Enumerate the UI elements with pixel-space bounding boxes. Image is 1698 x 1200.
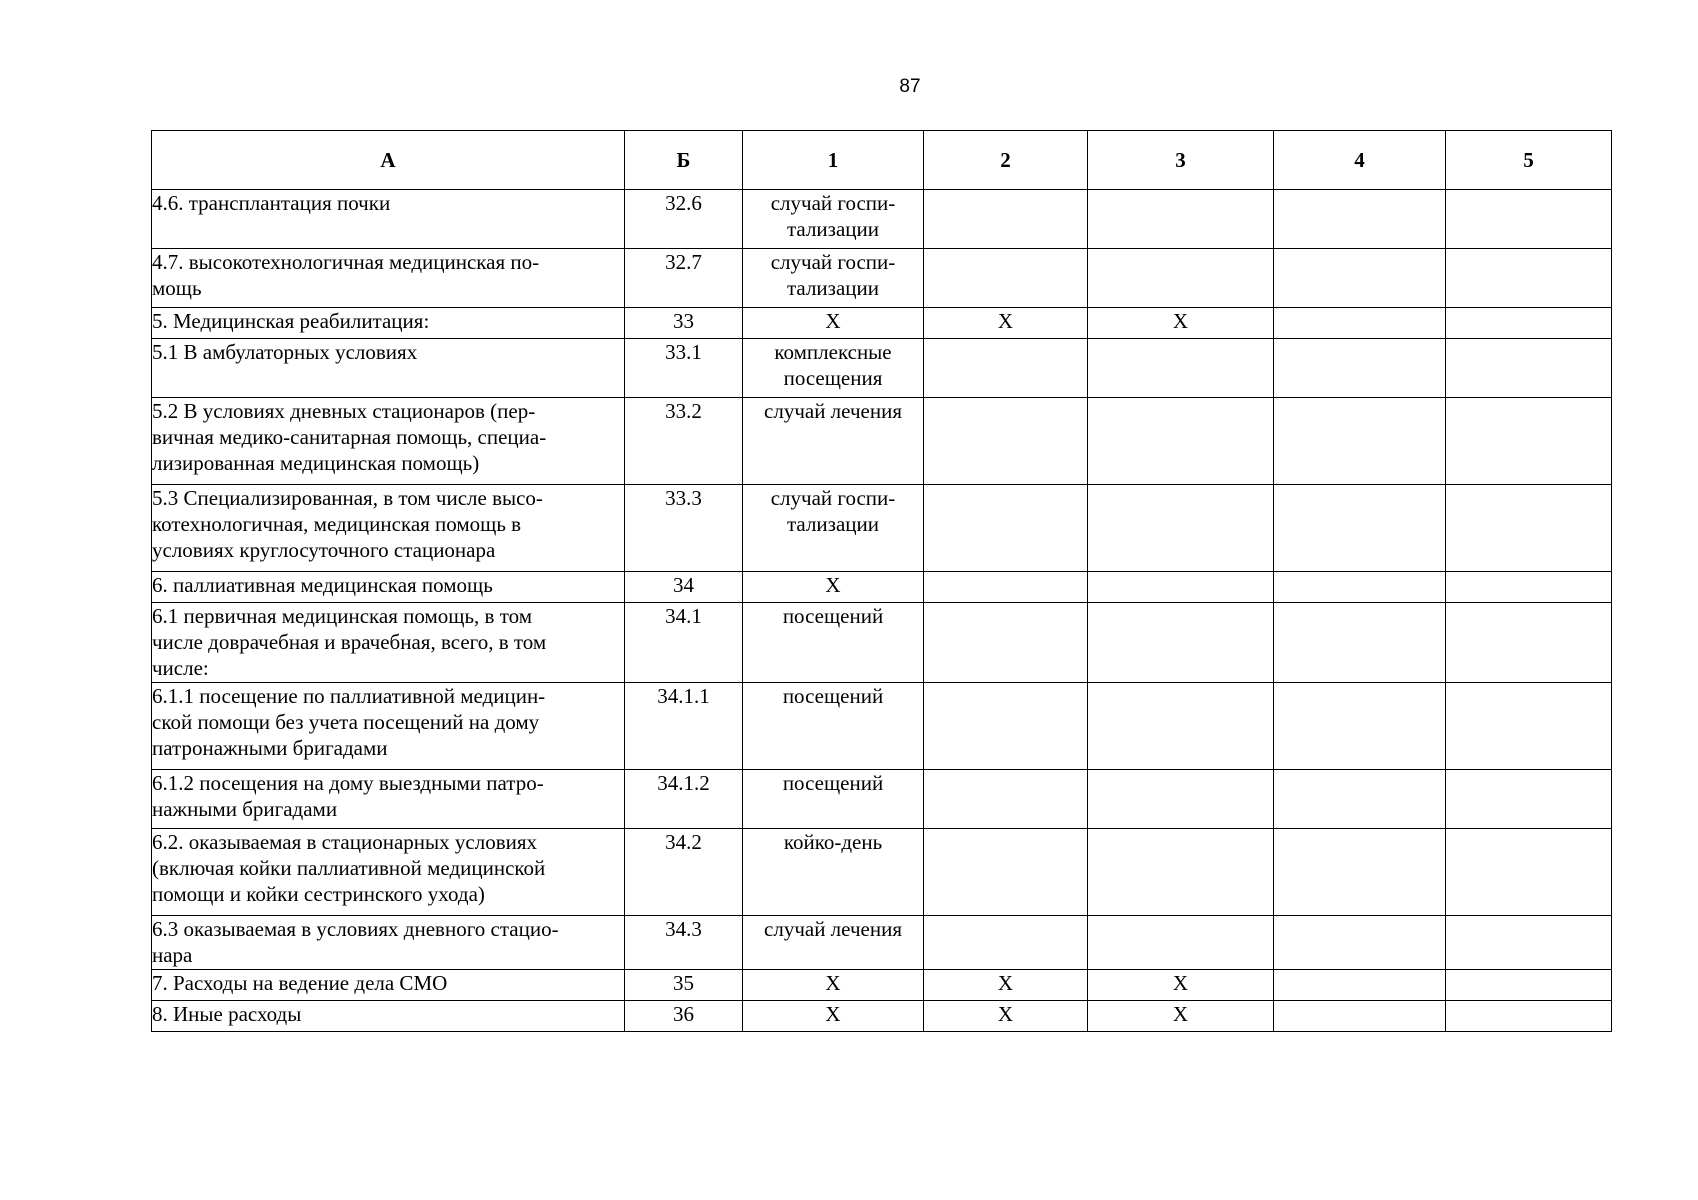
table-row [152, 308, 1612, 339]
cell-col-3 [1088, 398, 1274, 485]
cell-unit: посещений [743, 603, 924, 683]
cell-col-2 [924, 683, 1088, 770]
cell-row-code: 34.1 [625, 603, 743, 683]
cell-unit: случай госпи- тализации [743, 485, 924, 572]
header-cell-2: 2 [924, 131, 1088, 190]
header-cell-1: 1 [743, 131, 924, 190]
cell-col-4 [1274, 970, 1446, 1001]
cell-col-3 [1088, 916, 1274, 970]
cell-col-3: Х [1088, 970, 1274, 1001]
cell-col-4 [1274, 916, 1446, 970]
cell-col-4 [1274, 683, 1446, 770]
cell-col-2 [924, 398, 1088, 485]
cell-col-5 [1446, 485, 1612, 572]
cell-col-5 [1446, 308, 1612, 339]
cell-indicator: 6.3 оказываемая в условиях дневного стацио- нара [152, 916, 625, 970]
cell-unit: случай госпи- тализации [743, 249, 924, 308]
cell-indicator: 7. Расходы на ведение дела СМО [152, 970, 625, 1001]
cell-col-5 [1446, 829, 1612, 916]
cell-col-5 [1446, 603, 1612, 683]
cell-col-2 [924, 190, 1088, 249]
cell-col-2 [924, 603, 1088, 683]
cell-col-5 [1446, 572, 1612, 603]
cell-unit: койко-день [743, 829, 924, 916]
cell-unit: Х [743, 1001, 924, 1032]
cell-col-4 [1274, 572, 1446, 603]
cell-row-code: 35 [625, 970, 743, 1001]
cell-col-3 [1088, 339, 1274, 398]
cell-col-4 [1274, 829, 1446, 916]
header-cell-5: 5 [1446, 131, 1612, 190]
cell-col-2 [924, 770, 1088, 829]
cell-unit: случай госпи- тализации [743, 190, 924, 249]
cell-col-2 [924, 485, 1088, 572]
table-row [152, 339, 1612, 398]
cell-col-3 [1088, 829, 1274, 916]
cell-col-3 [1088, 249, 1274, 308]
table-row [152, 603, 1612, 683]
cell-col-4 [1274, 1001, 1446, 1032]
cell-unit: Х [743, 970, 924, 1001]
header-cell-a: А [152, 131, 625, 190]
table-row [152, 916, 1612, 970]
cell-col-2: Х [924, 308, 1088, 339]
header-cell-4: 4 [1274, 131, 1446, 190]
cell-indicator: 5.3 Специализированная, в том числе высо- котехнологичная, медицинская помощь в условиях круглосуточного стационара [152, 485, 625, 572]
cell-indicator: 4.7. высокотехнологичная медицинская по- мощь [152, 249, 625, 308]
table-row [152, 1001, 1612, 1032]
cell-col-4 [1274, 249, 1446, 308]
table-row [152, 485, 1612, 572]
cell-indicator: 6.1 первичная медицинская помощь, в том числе доврачебная и врачебная, всего, в том числе: [152, 603, 625, 683]
cell-col-4 [1274, 770, 1446, 829]
cell-row-code: 34.1.1 [625, 683, 743, 770]
table-body [152, 190, 1612, 1032]
cell-col-5 [1446, 1001, 1612, 1032]
cell-col-5 [1446, 916, 1612, 970]
cell-col-3: Х [1088, 308, 1274, 339]
cell-unit: комплексные посещения [743, 339, 924, 398]
cell-col-4 [1274, 339, 1446, 398]
cell-row-code: 33 [625, 308, 743, 339]
table-row [152, 572, 1612, 603]
page-number: 87 [899, 76, 921, 97]
cell-row-code: 33.3 [625, 485, 743, 572]
cell-row-code: 34 [625, 572, 743, 603]
cell-row-code: 33.1 [625, 339, 743, 398]
cell-col-2: Х [924, 1001, 1088, 1032]
header-row [152, 131, 1612, 190]
cell-col-4 [1274, 485, 1446, 572]
cell-indicator: 5. Медицинская реабилитация: [152, 308, 625, 339]
table-row [152, 398, 1612, 485]
table-row [152, 683, 1612, 770]
cell-col-4 [1274, 190, 1446, 249]
cell-indicator: 6. паллиативная медицинская помощь [152, 572, 625, 603]
cell-col-5 [1446, 770, 1612, 829]
cell-col-3 [1088, 485, 1274, 572]
cell-row-code: 34.2 [625, 829, 743, 916]
cell-indicator: 5.1 В амбулаторных условиях [152, 339, 625, 398]
cell-unit: посещений [743, 683, 924, 770]
cell-col-5 [1446, 190, 1612, 249]
cell-unit: случай лечения [743, 398, 924, 485]
cell-col-3 [1088, 683, 1274, 770]
table-row [152, 770, 1612, 829]
cell-col-5 [1446, 339, 1612, 398]
data-table [151, 130, 1612, 1032]
cell-row-code: 33.2 [625, 398, 743, 485]
cell-col-4 [1274, 398, 1446, 485]
cell-indicator: 6.1.2 посещения на дому выездными патро- нажными бригадами [152, 770, 625, 829]
cell-unit: случай лечения [743, 916, 924, 970]
cell-unit: Х [743, 308, 924, 339]
cell-unit: Х [743, 572, 924, 603]
cell-row-code: 34.1.2 [625, 770, 743, 829]
cell-row-code: 34.3 [625, 916, 743, 970]
cell-col-2 [924, 249, 1088, 308]
cell-row-code: 36 [625, 1001, 743, 1032]
cell-col-5 [1446, 970, 1612, 1001]
cell-row-code: 32.7 [625, 249, 743, 308]
cell-col-3 [1088, 603, 1274, 683]
cell-col-3: Х [1088, 1001, 1274, 1032]
cell-col-2 [924, 572, 1088, 603]
table-row [152, 970, 1612, 1001]
table-row [152, 829, 1612, 916]
cell-col-2 [924, 829, 1088, 916]
cell-col-2 [924, 339, 1088, 398]
cell-row-code: 32.6 [625, 190, 743, 249]
cell-col-2: Х [924, 970, 1088, 1001]
cell-indicator: 8. Иные расходы [152, 1001, 625, 1032]
cell-indicator: 6.2. оказываемая в стационарных условиях (включая койки паллиативной медицинской помощи и койки сестринского ухода) [152, 829, 625, 916]
cell-col-2 [924, 916, 1088, 970]
cell-col-3 [1088, 572, 1274, 603]
cell-col-3 [1088, 190, 1274, 249]
cell-indicator: 6.1.1 посещение по паллиативной медицин- ской помощи без учета посещений на дому патронажными бригадами [152, 683, 625, 770]
cell-col-5 [1446, 249, 1612, 308]
cell-col-5 [1446, 683, 1612, 770]
cell-col-3 [1088, 770, 1274, 829]
cell-col-5 [1446, 398, 1612, 485]
cell-col-4 [1274, 603, 1446, 683]
cell-unit: посещений [743, 770, 924, 829]
cell-col-4 [1274, 308, 1446, 339]
table-row [152, 190, 1612, 249]
table-row [152, 249, 1612, 308]
cell-indicator: 4.6. трансплантация почки [152, 190, 625, 249]
header-cell-3: 3 [1088, 131, 1274, 190]
cell-indicator: 5.2 В условиях дневных стационаров (пер- вичная медико-санитарная помощь, специа- лизированная медицинская помощь) [152, 398, 625, 485]
header-cell-b: Б [625, 131, 743, 190]
